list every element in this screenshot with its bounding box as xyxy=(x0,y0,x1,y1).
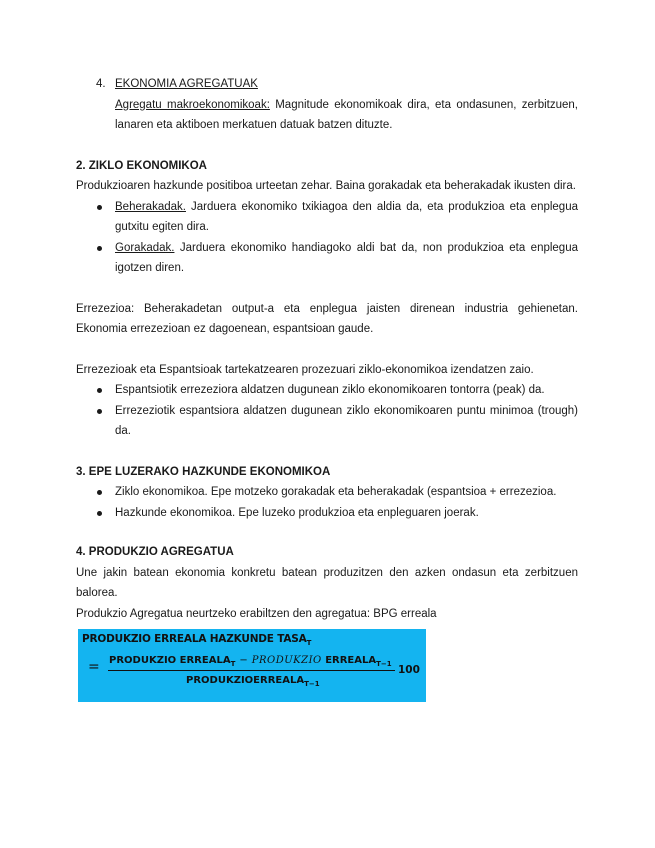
ziklo-intro: Produkzioaren hazkunde positiboa urteetan zehar. Baina gorakadak eta beherakadak ikusten dira. xyxy=(76,180,576,192)
produkzio-measure: Produkzio Agregatua neurtzeko erabiltzen den agregatua: BPG erreala xyxy=(76,607,437,620)
list-item xyxy=(76,401,578,442)
list-number: 4. xyxy=(96,78,106,90)
bullet-icon xyxy=(97,246,102,251)
list-item xyxy=(76,197,578,238)
bullet-text: Errezeziotik espantsiora aldatzen dugunean ziklo ekonomikoaren puntu minimoa (trough) da. xyxy=(115,404,578,437)
formula-factor: 100 xyxy=(398,664,420,676)
ziklo-bullet-list xyxy=(76,197,578,279)
definition-paragraph xyxy=(115,95,578,136)
errezezioa-paragraph: Errezezioa: Beherakadetan output-a eta enplegua jaisten direnean industria gehienetan. Ekonomia errezezioan ez dagoenean, espantsioan gaude. xyxy=(76,302,578,335)
bullet-icon xyxy=(97,409,102,414)
formula-equals: = xyxy=(88,659,100,675)
definition-term: Agregatu makroekonomikoak: xyxy=(115,98,270,111)
bullet-text: Jarduera ekonomiko handiagoko aldi bat da, non produkzioa eta enplegua igotzen diren. xyxy=(115,241,578,274)
formula-title: PRODUKZIO ERREALA HAZKUNDE $TASA_T$ xyxy=(82,633,312,647)
bullet-icon xyxy=(97,490,102,495)
epe-bullet-list xyxy=(76,482,578,523)
bullet-text: Jarduera ekonomiko txikiagoa den aldia da, eta produkzioa eta enplegua gutxitu egiten dira. xyxy=(115,200,578,233)
section-heading-ziklo: 2. ZIKLO EKONOMIKOA xyxy=(76,159,207,172)
bullet-icon xyxy=(97,511,102,516)
bullet-term: Gorakadak. xyxy=(115,241,175,254)
list-item xyxy=(76,380,578,401)
bullet-icon xyxy=(97,205,102,210)
prozesua-paragraph: Errezezioak eta Espantsioak tartekatzearen prozezuari ziklo-ekonomikoa izendatzen zaio. xyxy=(76,363,534,376)
list-item xyxy=(76,238,578,279)
formula-numerator: PRODUKZIO $ERREALA_T$ − PRODUKZIO $ERREALA_{T-1}$ xyxy=(109,655,392,668)
section-heading-produkzio: 4. PRODUKZIO AGREGATUA xyxy=(76,546,234,558)
bullet-icon xyxy=(97,388,102,393)
bullet-term: Beherakadak. xyxy=(115,200,186,213)
cycle-bullet-list xyxy=(76,380,578,442)
section-heading: EKONOMIA AGREGATUAK xyxy=(115,78,258,90)
bullet-text: Espantsiotik errezeziora aldatzen dugunean ziklo ekonomikoaren tontorra (peak) da. xyxy=(115,384,545,396)
growth-rate-formula xyxy=(78,629,426,702)
definition-text: Magnitude ekonomikoak dira, eta ondasunen, zerbitzuen, lanaren eta aktiboen merkatuen datuak batzen dituzte. xyxy=(115,98,578,131)
list-item xyxy=(76,482,578,503)
bullet-text: Hazkunde ekonomikoa. Epe luzeko produkzioa eta enpleguaren joerak. xyxy=(115,506,479,519)
formula-denominator: $PRODUKZIOERREALA_{T-1}$ xyxy=(186,675,320,688)
fraction-bar xyxy=(108,670,395,671)
section-4-economy-aggregates xyxy=(76,74,578,136)
bullet-text: Ziklo ekonomikoa. Epe motzeko gorakadak eta beherakadak (espantsioa + errezezioa. xyxy=(115,486,557,498)
section-heading-epe: 3. EPE LUZERAKO HAZKUNDE EKONOMIKOA xyxy=(76,465,331,478)
list-item xyxy=(76,503,578,524)
document-page xyxy=(76,74,578,702)
produkzio-definition: Une jakin batean ekonomia konkretu batean produzitzen den azken ondasun eta zerbitzuen balorea. xyxy=(76,566,578,599)
